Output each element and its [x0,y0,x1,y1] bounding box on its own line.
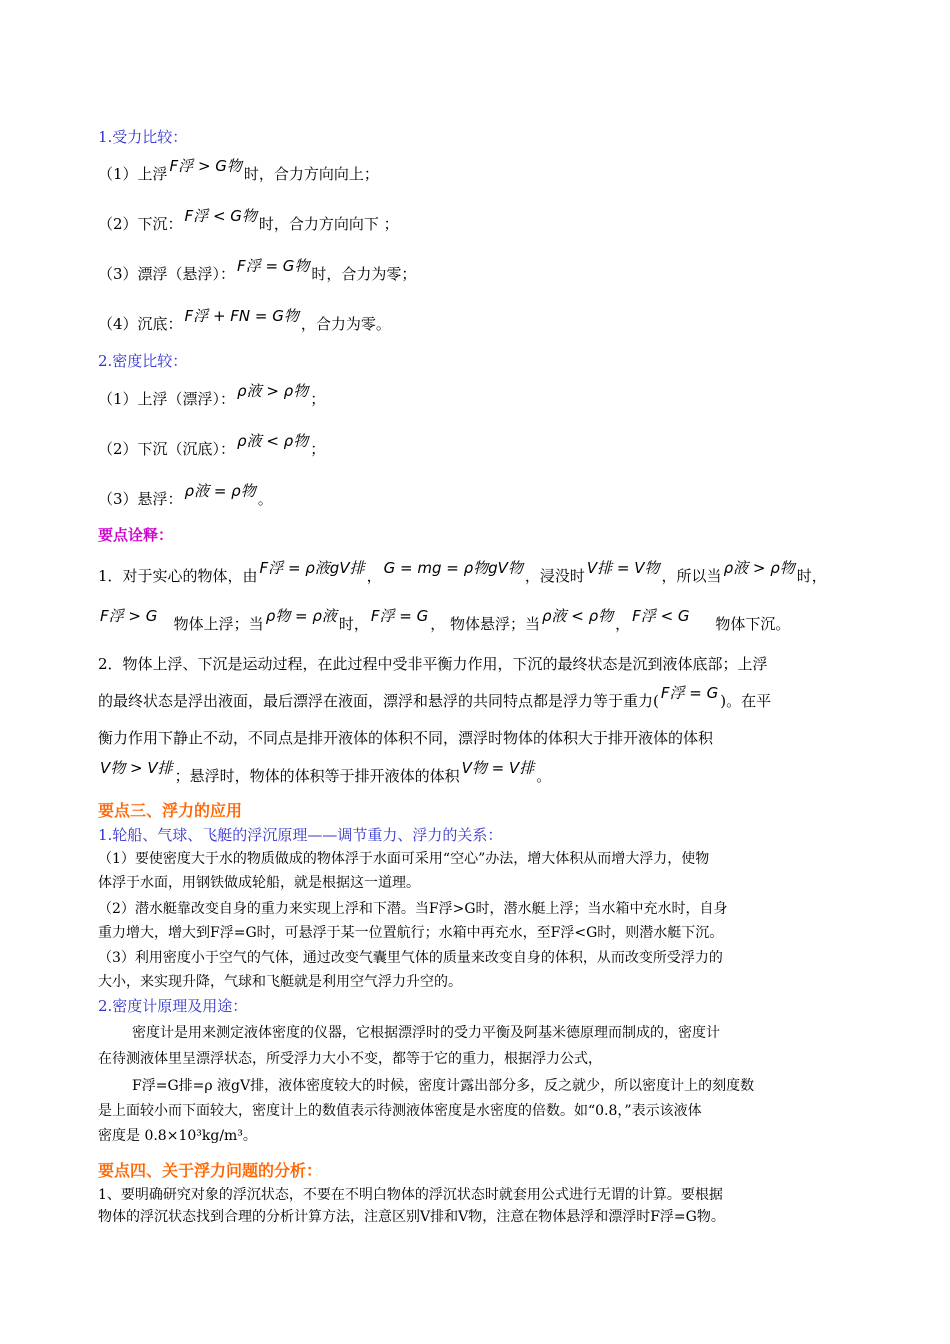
formula-suspend: F浮 = G物 [237,257,310,275]
formula-f-eq-g: F浮 = G [370,607,429,625]
force-item-1-label: （1）上浮 [98,165,168,183]
hydrometer-p1-line1: 密度计是用来测定液体密度的仪器，它根据漂浮时的受力平衡及阿基米德原理而制成的，密度计 [132,1025,720,1041]
formula-bottom: F浮 + FN = G物 [184,307,299,325]
formula-f-gt-g: F浮 > G [100,607,158,625]
formula-volume: V排 = V物 [586,559,660,577]
key-point-2-line-3: 衡力作用下静止不动，不同点是排开液体的体积不同，漂浮时物体的体积大于排开液体的体积 [98,729,714,747]
analysis-p1-line1: 1、要明确研究对象的浮沉状态，不要在不明白物体的浮沉状态时就套用公式进行无谓的计算。要根据 [98,1187,723,1203]
text: )。在平 [720,692,772,710]
density-item-3-label: （3）悬浮： [98,490,183,508]
formula-density-up: ρ液 > ρ物 [237,382,309,400]
formula-density-down: ρ液 < ρ物 [237,432,309,450]
text: ；悬浮时，物体的体积等于排开液体的体积 [174,767,460,785]
key-point-2-line-4 [98,759,552,787]
text: 物体下沉。 [715,615,791,633]
formula-sink: F浮 < G物 [184,207,257,225]
formula-volume-gt: V物 > V排 [100,759,173,777]
text: ， 物体悬浮；当 [430,615,540,633]
density-item-3-text: 。 [257,490,273,508]
text: ，所以当 [661,567,722,585]
density-item-1-text: ； [310,390,326,408]
formula-density-lt: ρ液 < ρ物 [542,607,614,625]
density-item-2 [98,432,326,460]
key-point-1-line-1 [98,559,827,587]
force-item-2-text: 时，合力方向向下 ； [258,215,399,233]
hydrometer-p1-line2: 在待测液体里呈漂浮状态，所受浮力大小不变，都等于它的重力，根据浮力公式， [98,1051,602,1067]
applications-p1-line1: （1）要使密度大于水的物质做成的物体浮于水面可采用“空心”办法，增大体积从而增大浮力，使物 [98,851,710,867]
force-item-2-label: （2）下沉： [98,215,183,233]
density-item-3 [98,482,273,510]
hydrometer-p2-line3: 密度是 0.8×10³kg/m³。 [98,1128,257,1144]
density-item-1 [98,382,326,410]
formula-f-eq-g-2: F浮 = G [660,684,719,702]
text: 时， [796,567,827,585]
density-item-2-label: （2）下沉（沉底）： [98,440,236,458]
applications-p2-line1: （2）潜水艇靠改变自身的重力来实现上浮和下潜。当F浮>G时，潜水艇上浮；当水箱中充水时，自身 [98,901,728,917]
section-analysis-title: 要点四、关于浮力问题的分析： [98,1161,323,1180]
formula-gravity: G = mg = ρ物gV物 [383,559,523,577]
force-item-4 [98,307,391,335]
applications-p3-line1: （3）利用密度小于空气的气体，通过改变气囊里气体的质量来改变自身的体积，从而改变所受浮力的 [98,950,723,966]
section-applications-title: 要点三、浮力的应用 [98,801,243,820]
formula-float-up: F浮 > G物 [169,157,242,175]
force-item-2 [98,207,399,235]
text: 。 [536,767,552,785]
force-item-3-label: （3）漂浮（悬浮）： [98,265,236,283]
applications-subtitle-1: 1.轮船、气球、飞艇的浮沉原理——调节重力、浮力的关系： [98,826,503,844]
force-item-1-text: 时，合力方向向上； [243,165,379,183]
force-item-1 [98,157,379,185]
section-force-comparison-title: 1.受力比较： [98,128,188,146]
force-item-3 [98,257,417,285]
applications-p3-line2: 大小，来实现升降，气球和飞艇就是利用空气浮力升空的。 [98,974,462,990]
key-points-title: 要点诠释： [98,526,174,544]
text: 物体上浮；当 [173,615,264,633]
text: 1．对于实心的物体，由 [98,567,258,585]
section-density-comparison-title: 2.密度比较： [98,352,188,370]
hydrometer-p2-line2: 是上面较小而下面较大，密度计上的数值表示待测液体密度是水密度的倍数。如“0.8，”表示该液体 [98,1103,702,1119]
key-point-1-line-2 [98,607,791,635]
formula-buoyancy: F浮 = ρ液gV排 [259,559,365,577]
force-item-3-text: 时，合力为零； [311,265,417,283]
formula-f-lt-g: F浮 < G [632,607,690,625]
key-point-2-line-2 [98,684,772,712]
density-item-1-label: （1）上浮（漂浮）： [98,390,236,408]
formula-density-eq: ρ物 = ρ液 [265,607,337,625]
force-item-4-label: （4）沉底： [98,315,183,333]
text: ， [366,567,382,585]
text: ，浸没时 [524,567,585,585]
formula-volume-eq: V物 = V排 [461,759,535,777]
applications-subtitle-2: 2.密度计原理及用途： [98,997,248,1015]
text: 时， [338,615,369,633]
analysis-p1-line2: 物体的浮沉状态找到合理的分析计算方法，注意区别V排和V物，注意在物体悬浮和漂浮时F浮=G物。 [98,1209,725,1225]
force-item-4-text: ，合力为零。 [300,315,391,333]
formula-density-equal: ρ液 = ρ物 [184,482,256,500]
hydrometer-p2-line1: F浮=G排=ρ 液gV排，液体密度较大的时候，密度计露出部分多，反之就少，所以密度计上的刻度数 [132,1078,755,1094]
text: 的最终状态是浮出液面，最后漂浮在液面，漂浮和悬浮的共同特点都是浮力等于重力( [98,692,659,710]
density-item-2-text: ； [310,440,326,458]
applications-p1-line2: 体浮于水面，用钢铁做成轮船，就是根据这一道理。 [98,875,420,891]
key-point-2-line-1: 2．物体上浮、下沉是运动过程，在此过程中受非平衡力作用，下沉的最终状态是沉到液体底部；上浮 [98,655,768,673]
applications-p2-line2: 重力增大，增大到F浮=G时，可悬浮于某一位置航行；水箱中再充水，至F浮<G时，则潜水艇下沉。 [98,925,724,941]
text: ， [615,615,631,633]
formula-density-gt: ρ液 > ρ物 [723,559,795,577]
